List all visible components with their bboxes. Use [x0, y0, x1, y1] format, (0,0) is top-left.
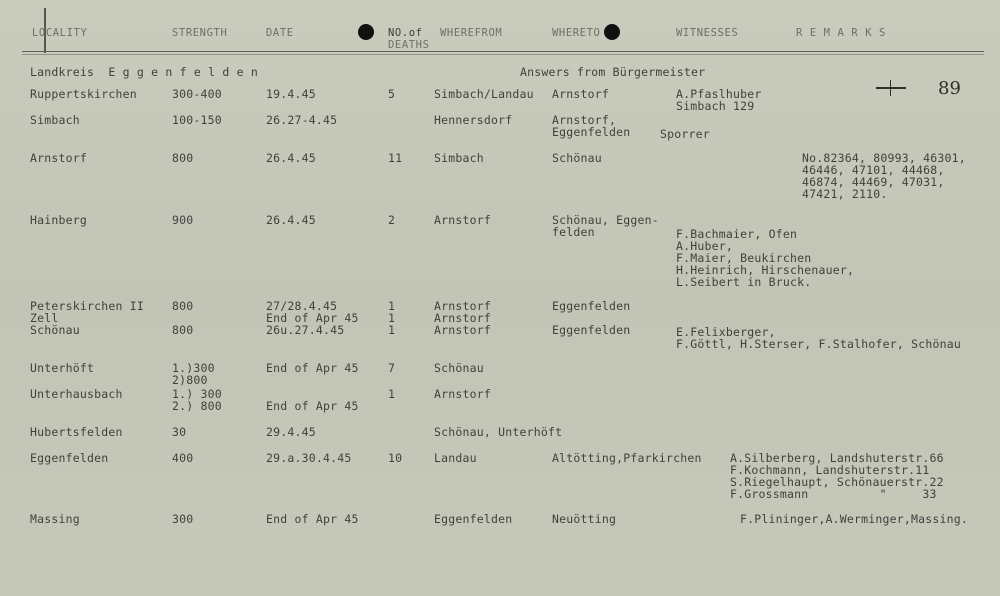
cell-deaths: 7 [388, 361, 396, 375]
cell-locality: Ruppertskirchen [30, 87, 137, 101]
source-note: Answers from Bürgermeister [520, 65, 706, 79]
cell-strength: 1.)300 2)800 [172, 361, 215, 387]
cell-witness-line: F.Kochmann, Landshuterstr.11 [730, 463, 930, 477]
cell-date: End of Apr 45 [266, 361, 359, 375]
cell-locality: Unterhöft [30, 361, 95, 375]
cell-date: End of Apr 45 [266, 512, 359, 526]
cell-remark-line: 46446, 47101, 44468, [802, 163, 945, 177]
cell-witness-line: F.Göttl, H.Sterser, F.Stalhofer, Schönau [676, 337, 961, 351]
cell-strength: 300 [172, 512, 194, 526]
cell-witness-line: L.Seibert in Bruck. [676, 275, 812, 289]
cell-strength: 800 800 [172, 299, 194, 337]
cell-witness-line: H.Heinrich, Hirschenauer, [676, 263, 855, 277]
cell-witness-line: A.Silberberg, Landshuterstr.66 [730, 451, 944, 465]
cell-strength: 800 [172, 151, 194, 165]
cell-date: 27/28.4.45 End of Apr 45 26u.27.4.45 [266, 299, 359, 337]
cell-strength: 400 [172, 451, 194, 465]
punch-hole-right [604, 24, 620, 40]
cell-locality: Hubertsfelden [30, 425, 123, 439]
header-whereto: WHERETO [552, 27, 601, 39]
cell-date: 19.4.45 [266, 87, 316, 101]
cell-witness-line: F.Maier, Beukirchen [676, 251, 812, 265]
cell-date: 26.4.45 [266, 151, 316, 165]
header-remarks: R E M A R K S [796, 27, 886, 39]
cell-whereto: Eggenfelden Eggenfelden [552, 299, 631, 337]
cell-wherefrom: Arnstorf [434, 213, 491, 227]
header-deaths: DEATHS [388, 39, 430, 51]
header-rule-2 [22, 54, 984, 55]
cell-strength: 300-400 [172, 87, 222, 101]
cell-wherefrom: Landau [434, 451, 477, 465]
cell-date: 26.4.45 [266, 213, 316, 227]
cell-wherefrom: Simbach [434, 151, 484, 165]
cell-witness-line: Sporrer [660, 127, 710, 141]
cell-wherefrom: Schönau [434, 361, 484, 375]
cell-wherefrom: Hennersdorf [434, 113, 513, 127]
header-witnesses: WITNESSES [676, 27, 739, 39]
cell-date: 29.4.45 [266, 425, 316, 439]
header-no-of: NO.of [388, 27, 423, 39]
cell-deaths: 2 [388, 213, 396, 227]
cell-wherefrom: Schönau, Unterhöft [434, 425, 563, 439]
district-heading: Landkreis E g g e n f e l d e n [30, 65, 258, 79]
cell-wherefrom: Eggenfelden [434, 512, 513, 526]
cell-deaths: 10 [388, 451, 403, 465]
cell-strength: 1.) 300 2.) 800 [172, 387, 222, 413]
cell-whereto: Altötting,Pfarkirchen [552, 451, 702, 465]
cell-witness-line: F.Plininger,A.Werminger,Massing. [740, 512, 968, 526]
cell-date: 26.27-4.45 [266, 113, 338, 127]
cell-whereto: Arnstorf, Eggenfelden [552, 113, 631, 139]
punch-hole-left [358, 24, 374, 40]
cell-witness-line: F.Grossmann " 33 [730, 487, 937, 501]
cell-wherefrom: Arnstorf [434, 387, 491, 401]
cell-witness-line: S.Riegelhaupt, Schönauerstr.22 [730, 475, 944, 489]
header-locality: LOCALITY [32, 27, 88, 39]
cell-locality: Hainberg [30, 213, 87, 227]
cell-deaths: 11 [388, 151, 403, 165]
handwritten-mark [876, 87, 906, 89]
cell-locality: Eggenfelden [30, 451, 109, 465]
cell-locality: Arnstorf [30, 151, 87, 165]
cell-strength: 100-150 [172, 113, 222, 127]
cell-deaths: 1 1 1 [388, 299, 396, 337]
cell-witness-line: E.Felixberger, [676, 325, 776, 339]
header-date: DATE [266, 27, 294, 39]
cell-whereto: Arnstorf [552, 87, 609, 101]
cell-deaths: 5 [388, 87, 396, 101]
cell-deaths: 1 [388, 387, 396, 401]
cell-witness-line: Simbach 129 [676, 99, 755, 113]
cell-witness-line: A.Pfaslhuber [676, 87, 762, 101]
cell-witness-line: A.Huber, [676, 239, 733, 253]
cell-remark-line: No.82364, 80993, 46301, [802, 151, 966, 165]
cell-locality: Simbach [30, 113, 80, 127]
cell-date: End of Apr 45 [266, 399, 359, 413]
cell-date: 29.a.30.4.45 [266, 451, 352, 465]
cell-whereto: Schönau, Eggen- felden [552, 213, 659, 239]
cell-remark-line: 46874, 44469, 47031, [802, 175, 945, 189]
cell-wherefrom: Arnstorf Arnstorf Arnstorf [434, 299, 491, 337]
cell-locality: Peterskirchen II Zell Schönau [30, 299, 144, 337]
cell-witness-line: F.Bachmaier, Ofen [676, 227, 798, 241]
cell-strength: 900 [172, 213, 194, 227]
cell-remark-line: 47421, 2110. [802, 187, 888, 201]
cell-wherefrom: Simbach/Landau [434, 87, 534, 101]
cell-locality: Unterhausbach [30, 387, 123, 401]
header-strength: STRENGTH [172, 27, 228, 39]
handwritten-mark-stroke [890, 80, 891, 96]
header-wherefrom: WHEREFROM [440, 27, 503, 39]
cell-locality: Massing [30, 512, 80, 526]
cell-whereto: Schönau [552, 151, 602, 165]
page-number: 89 [938, 78, 961, 99]
cell-whereto: Neuötting [552, 512, 617, 526]
cell-strength: 30 [172, 425, 187, 439]
header-rule [22, 51, 984, 52]
